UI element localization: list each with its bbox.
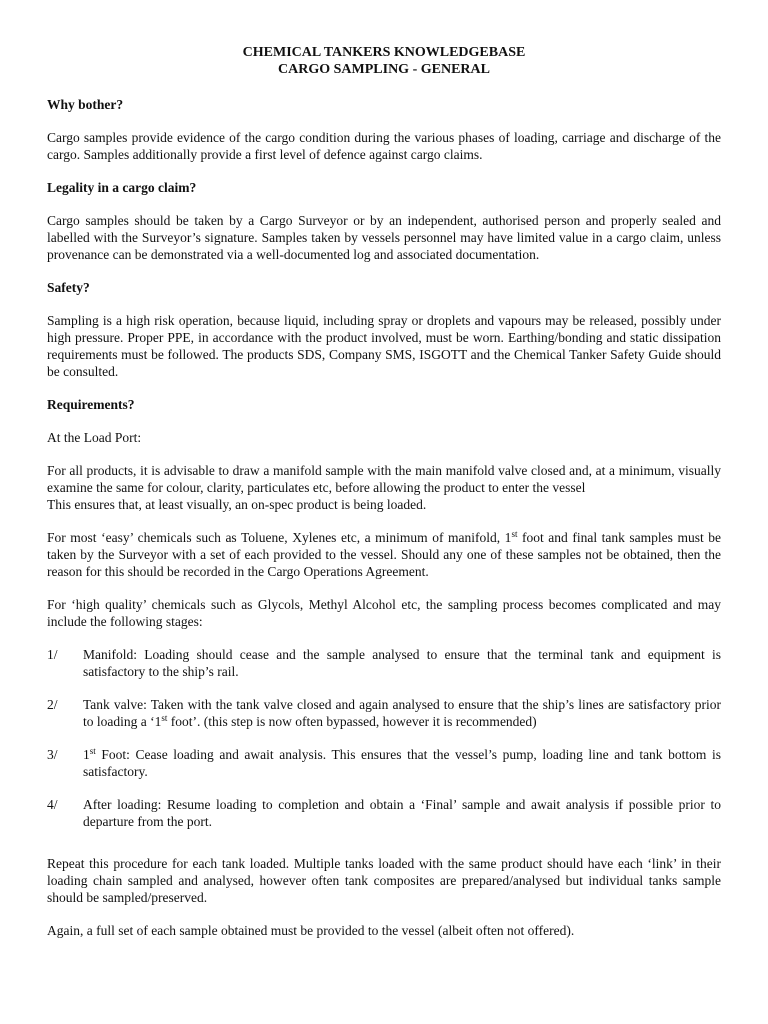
step-superscript: st: [89, 746, 96, 756]
step-number: 3/: [47, 747, 58, 762]
easy-text-b: foot and final tank samples must be taken by the Surveyor with a set of each provided to the vessel. Should any one of these samples not be obtained, then the reason for this should be recorded in the Cargo Operations Agreement.: [47, 530, 721, 579]
paragraph-repeat-procedure: Repeat this procedure for each tank loaded. Multiple tanks loaded with the same product should have each ‘link’ in their loading chain sampled and analysed, however often tank composites are prepared/analysed but individual tanks sample should be sampled/preserved.: [47, 856, 721, 905]
paragraph-legality: Cargo samples should be taken by a Cargo Surveyor or by an independent, authorised person and properly sealed and labelled with the Surveyor’s signature. Samples taken by vessels personnel may have limited value in a cargo claim, unless provenance can be demonstrated via a well-documented log and associated documentation.: [47, 213, 721, 262]
step-number: 2/: [47, 697, 58, 712]
step-text: [83, 746, 721, 780]
list-item-step-1: [47, 646, 721, 680]
step-text: Manifold: Loading should cease and the sample analysed to ensure that the terminal tank and equipment is satisfactory to the ship’s rail.: [83, 647, 721, 679]
list-item-step-2: [47, 696, 721, 730]
paragraph-why-bother: Cargo samples provide evidence of the cargo condition during the various phases of loading, carriage and discharge of the cargo. Samples additionally provide a first level of defence against cargo claims.: [47, 130, 721, 162]
paragraph-full-set: Again, a full set of each sample obtained must be provided to the vessel (albeit often not offered).: [47, 923, 575, 938]
paragraph-load-port: At the Load Port:: [47, 430, 142, 445]
heading-requirements: Requirements?: [47, 397, 135, 412]
step-superscript: st: [161, 713, 168, 723]
step-text: After loading: Resume loading to completion and obtain a ‘Final’ sample and await analysis if possible prior to departure from the port.: [83, 797, 721, 829]
heading-why-bother: Why bother?: [47, 97, 124, 112]
easy-text-a: For most ‘easy’ chemicals such as Toluene, Xylenes etc, a minimum of manifold, 1: [47, 530, 512, 545]
document-title: CHEMICAL TANKERS KNOWLEDGEBASE: [242, 45, 526, 60]
heading-legality: Legality in a cargo claim?: [47, 180, 197, 195]
step-number: 4/: [47, 797, 58, 812]
document-subtitle: CARGO SAMPLING - GENERAL: [278, 62, 490, 77]
step-number: 1/: [47, 647, 58, 662]
list-item-step-3: [47, 746, 721, 780]
step-text-a: Tank valve: Taken with the tank valve closed and again analysed to ensure that the ship’s lines are satisfactory prior to loading a ‘1: [83, 697, 721, 729]
step-text-b: foot’. (this step is now often bypassed, however it is recommended): [167, 714, 537, 729]
document-page: [47, 44, 721, 939]
paragraph-high-quality: For ‘high quality’ chemicals such as Glycols, Methyl Alcohol etc, the sampling process becomes complicated and may include the following stages:: [47, 597, 721, 629]
list-item-step-4: [47, 796, 721, 830]
paragraph-safety: Sampling is a high risk operation, because liquid, including spray or droplets and vapours may be released, possibly under high pressure. Proper PPE, in accordance with the product involved, must be worn. Earthing/bonding and static dissipation requirements must be followed. The products SDS, Company SMS, ISGOTT and the Chemical Tanker Safety Guide should be consulted.: [47, 313, 721, 379]
paragraph-on-spec: This ensures that, at least visually, an on-spec product is being loaded.: [47, 497, 427, 512]
paragraph-all-products: For all products, it is advisable to draw a manifold sample with the main manifold valve closed and, at a minimum, visually examine the same for colour, clarity, particulates etc, before allowing the product to enter the vessel: [47, 463, 721, 495]
heading-safety: Safety?: [47, 280, 90, 295]
easy-superscript: st: [511, 529, 518, 539]
step-text-b: Foot: Cease loading and await analysis. This ensures that the vessel’s pump, loading line and tank bottom is satisfactory.: [83, 747, 721, 779]
step-text-a: 1: [83, 747, 90, 762]
paragraph-easy-chemicals: [47, 529, 721, 580]
step-text: [83, 696, 721, 730]
